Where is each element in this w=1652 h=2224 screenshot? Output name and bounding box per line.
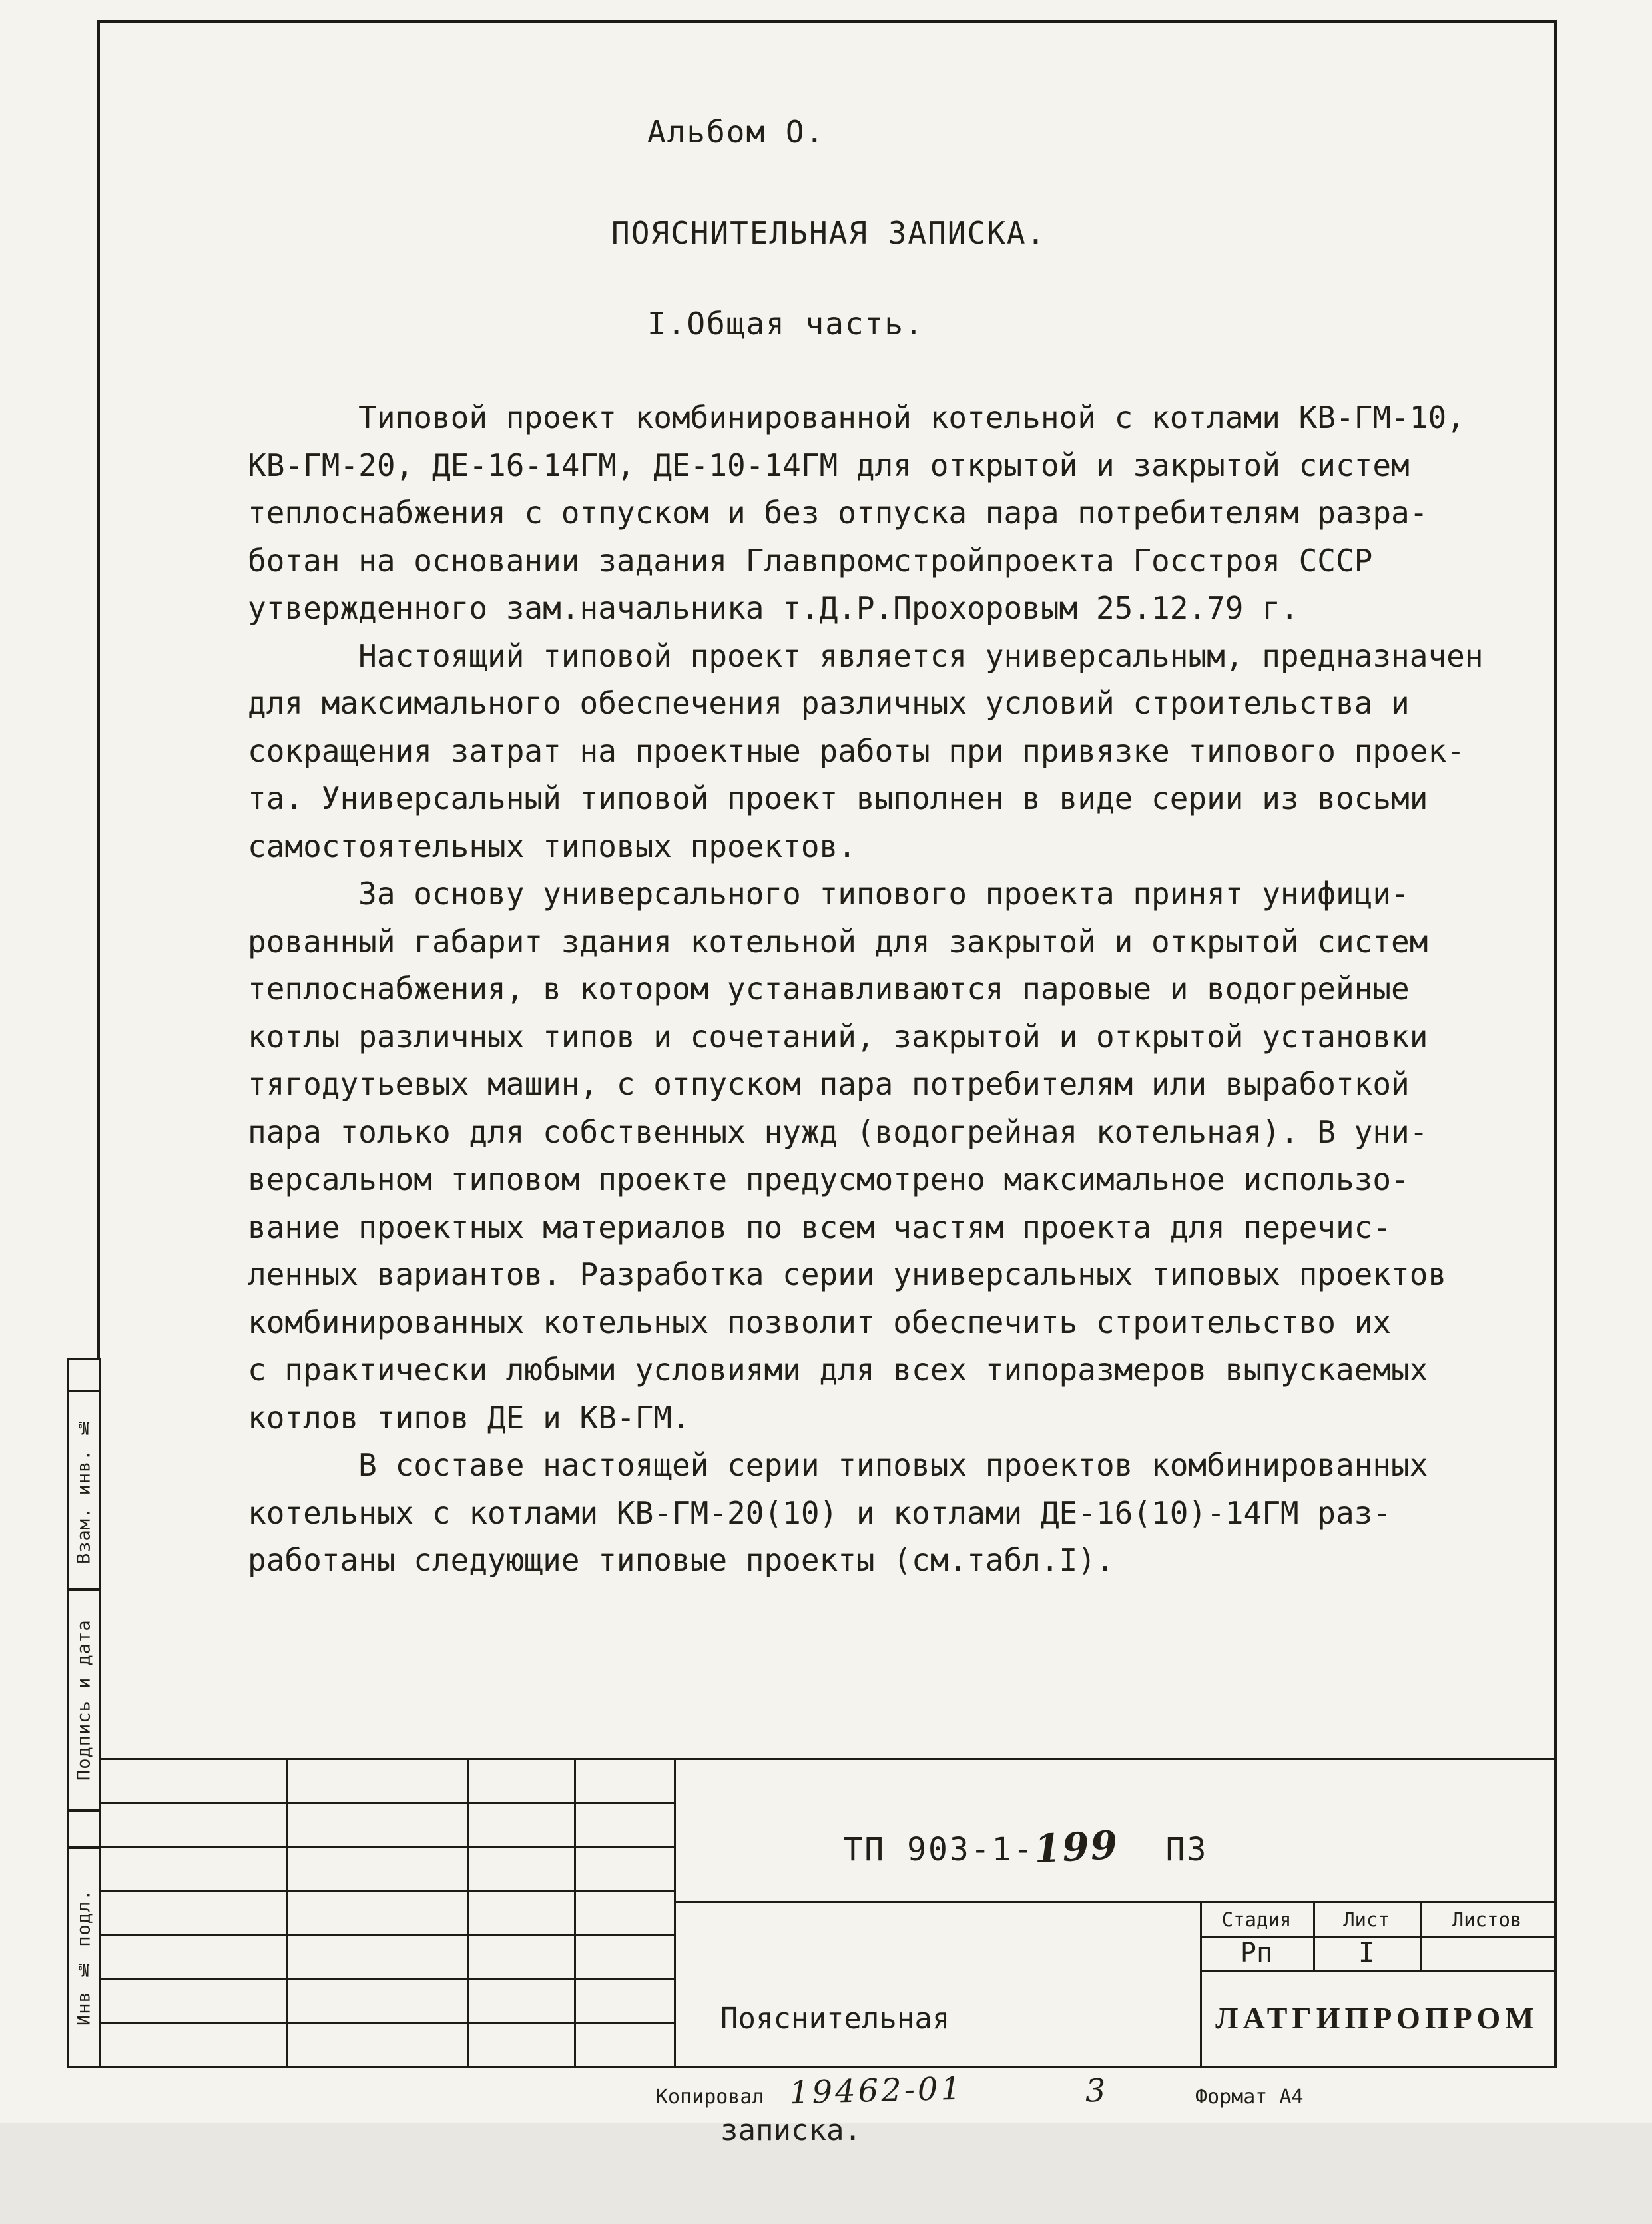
stamp-row-line (100, 1890, 674, 1892)
doc-title: ПОЯСНИТЕЛЬНАЯ ЗАПИСКА. (611, 215, 1047, 251)
doc-number-handwritten: 199 (1033, 1822, 1121, 1872)
text-line: самостоятельных типовых проектов. (248, 828, 856, 864)
stamp-main-divider (674, 1758, 676, 2066)
text-line: котлы различных типов и сочетаний, закрытой и открытой установки (248, 1018, 1428, 1055)
doc-name-line1: Пояснительная (720, 2002, 950, 2036)
doc-name-line2: записка. (720, 2113, 862, 2147)
text-line: В составе настоящей серии типовых проектов комбинированных (248, 1447, 1428, 1483)
stamp-row-line (100, 1846, 674, 1848)
text-line: Настоящий типовой проект является универсальным, предназначен (248, 637, 1484, 674)
text-line: КВ-ГМ-20, ДЕ-16-14ГМ, ДЕ-10-14ГМ для открытой и закрытой систем (248, 447, 1410, 483)
stage-header-cell: Стадия (1221, 1908, 1292, 1931)
stage-value-cell: Рп (1240, 1937, 1273, 1968)
text-line: котлов типов ДЕ и КВ-ГМ. (248, 1399, 690, 1436)
text-line: утвержденного зам.начальника т.Д.Р.Прохоровым 25.12.79 г. (248, 590, 1299, 626)
text-line: сокращения затрат на проектные работы при привязке типового проек- (248, 732, 1465, 769)
text-line: тягодутьевых машин, с отпуском пара потребителям или выработкой (248, 1066, 1410, 1102)
sheet-header-cell: Лист (1343, 1908, 1390, 1931)
body-text (248, 394, 1553, 1585)
doc-number-suffix: ПЗ (1165, 1831, 1209, 1868)
text-line: та. Универсальный типовой проект выполнен в виде серии из восьми (248, 780, 1428, 816)
stamp-row-line (100, 1978, 674, 1980)
text-line: ботан на основании задания Главпромстройпроекта Госстроя СССР (248, 542, 1373, 579)
text-line: теплоснабжения с отпуском и без отпуска пара потребителям разра- (248, 495, 1428, 531)
text-line: Типовой проект комбинированной котельной с котлами КВ-ГМ-10, (248, 400, 1465, 435)
section-title: I.Общая часть. (647, 306, 924, 342)
album-title: Альбом О. (647, 114, 826, 150)
text-line: ленных вариантов. Разработка серии универсальных типовых проектов (248, 1256, 1447, 1292)
sheets-header-cell: Листов (1452, 1908, 1522, 1931)
text-line: вание проектных материалов по всем частям проекта для перечис- (248, 1209, 1392, 1245)
text-line: рованный габарит здания котельной для закрытой и открытой систем (248, 923, 1428, 960)
doc-number (716, 1787, 1208, 1907)
format-label: Формат А4 (1195, 2085, 1304, 2109)
margin-box-inv (67, 1847, 101, 2068)
text-line: с практически любыми условиями для всех типоразмеров выпускаемых (248, 1352, 1428, 1388)
stamp-top-line (100, 1758, 1554, 1760)
text-line: пара только для собственных нужд (водогрейная котельная). В уни- (248, 1113, 1428, 1150)
stamp-col-line (467, 1758, 469, 2066)
sheet-value-cell: I (1358, 1937, 1375, 1968)
stamp-row-line (100, 1802, 674, 1804)
copied-label: Копировал (656, 2085, 764, 2109)
stamp-col-line (286, 1758, 288, 2066)
organization-name: ЛАТГИПРОПРОМ (1215, 2000, 1539, 2035)
margin-box-podpis (67, 1589, 101, 1811)
doc-number-prefix: ТП 903-1- (843, 1831, 1035, 1868)
copy-number-handwritten: 19462-01 (788, 2070, 964, 2112)
text-line: работаны следующие типовые проекты (см.табл.I). (248, 1542, 1115, 1578)
text-line: версальном типовом проекте предусмотрено максимальное использо- (248, 1161, 1410, 1197)
text-line: теплоснабжения, в котором устанавливаются паровые и водогрейные (248, 971, 1410, 1007)
text-line: для максимального обеспечения различных условий строительства и (248, 685, 1410, 721)
margin-box-empty-mid (67, 1810, 101, 1848)
stamp-row-line (100, 1934, 674, 1936)
page-number-handwritten: 3 (1085, 2072, 1109, 2110)
margin-box-vzam (67, 1390, 101, 1590)
margin-label-podpis: Подпись и дата (73, 1619, 95, 1781)
stamp-col-line (574, 1758, 576, 2066)
margin-label-vzam: Взам. инв. № (73, 1416, 95, 1564)
margin-label-inv: Инв № подл. (73, 1889, 95, 2026)
text-line: За основу универсального типового проекта принят унифици- (248, 876, 1410, 912)
text-line: комбинированных котельных позволит обеспечить строительство их (248, 1304, 1392, 1340)
stamp-row-line (100, 2022, 674, 2024)
margin-box-empty-top (67, 1358, 101, 1392)
text-line: котельных с котлами КВ-ГМ-20(10) и котлами ДЕ-16(10)-14ГМ раз- (248, 1494, 1392, 1531)
